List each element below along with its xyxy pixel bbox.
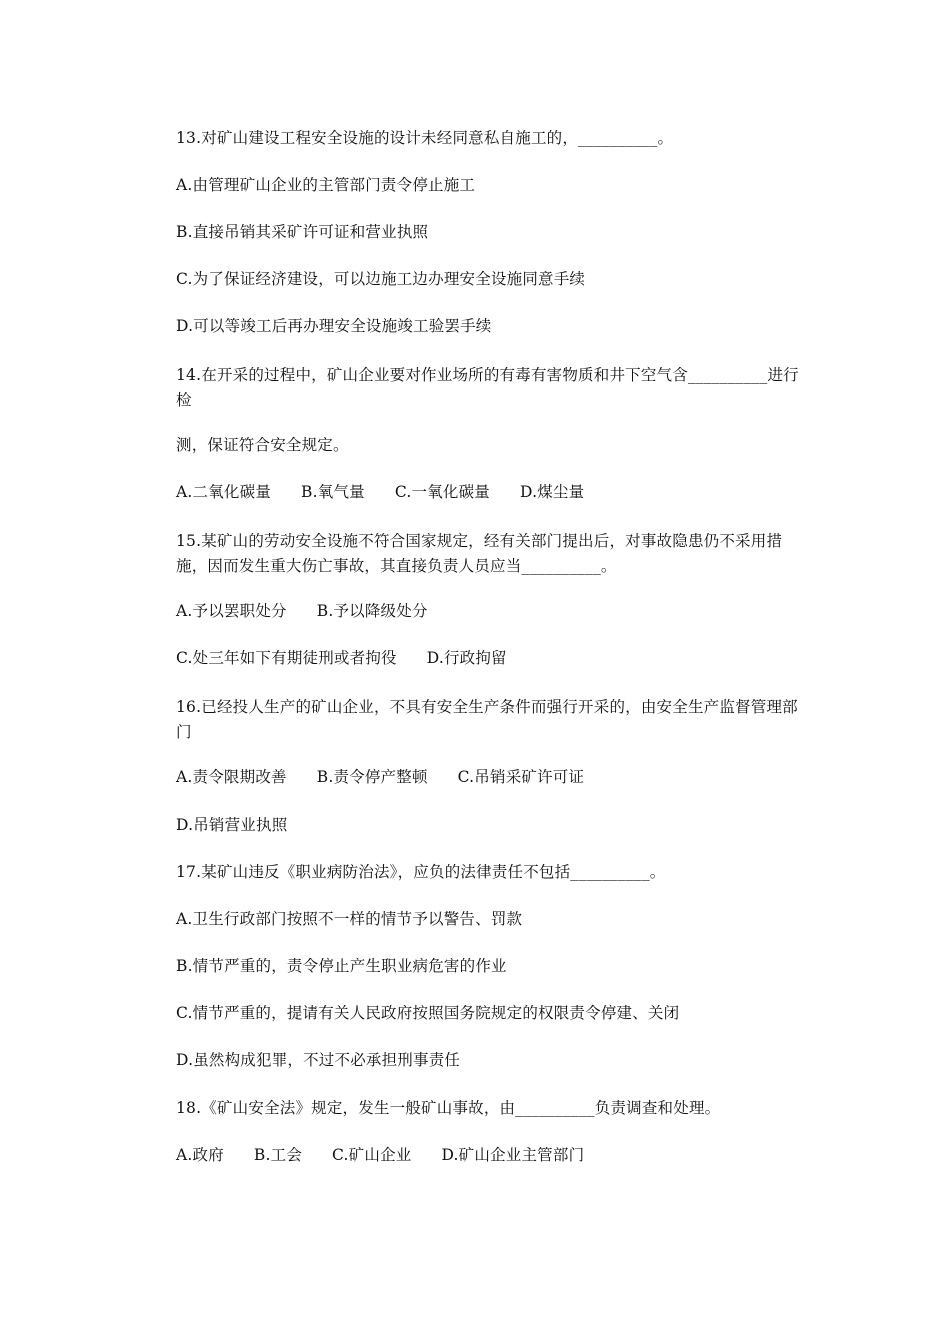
question-17-option-c: C.情节严重的，提请有关人民政府按照国务院规定的权限责令停建、关闭 (176, 1004, 680, 1022)
question-14-stem: 14.在开采的过程中，矿山企业要对作业场所的有毒有害物质和井下空气含__________进行检 (176, 366, 799, 409)
question-16-option-d: D.吊销营业执照 (176, 816, 288, 834)
question-14-option-c: C.一氧化碳量 (394, 483, 490, 501)
question-15-option-a: A.予以罢职处分 (176, 602, 287, 620)
question-17-option-b: B.情节严重的，责令停止产生职业病危害的作业 (176, 957, 507, 975)
question-16-options-row-1 (176, 767, 614, 787)
question-15-stem: 15.某矿山的劳动安全设施不符合国家规定，经有关部门提出后，对事故隐患仍不采用措施，因而发生重大伤亡事故，其直接负责人员应当__________。 (176, 532, 783, 575)
question-15-options-row-1 (176, 601, 458, 621)
question-13-option-d: D.可以等竣工后再办理安全设施竣工验罢手续 (176, 317, 492, 335)
question-14-options (176, 482, 614, 502)
question-13-option-c: C.为了保证经济建设，可以边施工边办理安全设施同意手续 (176, 270, 586, 288)
question-14-option-d: D.煤尘量 (520, 483, 585, 501)
question-16-option-a: A.责令限期改善 (176, 768, 287, 786)
question-18-options (176, 1145, 614, 1165)
question-15-option-b: B.予以降级处分 (316, 602, 428, 620)
question-13-option-a: A.由管理矿山企业的主管部门责令停止施工 (176, 176, 476, 194)
question-17-option-a: A.卫生行政部门按照不一样的情节予以警告、罚款 (176, 910, 523, 928)
question-14-option-a: A.二氧化碳量 (176, 483, 272, 501)
question-14-stem-continued: 测，保证符合安全规定。 (176, 436, 349, 454)
question-16-option-c: C.吊销采矿许可证 (457, 768, 585, 786)
question-15-option-c: C.处三年如下有期徒刑或者拘役 (176, 649, 397, 667)
question-18-option-d: D.矿山企业主管部门 (441, 1146, 585, 1164)
question-17-option-d: D.虽然构成犯罪，不过不必承担刑事责任 (176, 1051, 461, 1069)
question-18-option-b: B.工会 (253, 1146, 303, 1164)
question-15-options-row-2 (176, 648, 537, 668)
question-16-option-b: B.责令停产整顿 (316, 768, 428, 786)
question-14-option-b: B.氧气量 (301, 483, 365, 501)
question-16-stem: 16.已经投人生产的矿山企业，不具有安全生产条件而强行开采的，由安全生产监督管理部门 (176, 698, 798, 741)
question-13-stem: 13.对矿山建设工程安全设施的设计未经同意私自施工的，__________。 (176, 129, 674, 147)
question-13-option-b: B.直接吊销其采矿许可证和营业执照 (176, 223, 429, 241)
question-17-stem: 17.某矿山违反《职业病防治法》，应负的法律责任不包括__________。 (176, 863, 666, 881)
question-15-option-d: D.行政拘留 (426, 649, 507, 667)
question-18-stem: 18.《矿山安全法》规定，发生一般矿山事故，由__________负责调查和处理。 (176, 1099, 721, 1117)
question-18-option-c: C.矿山企业 (332, 1146, 412, 1164)
question-18-option-a: A.政府 (176, 1146, 224, 1164)
